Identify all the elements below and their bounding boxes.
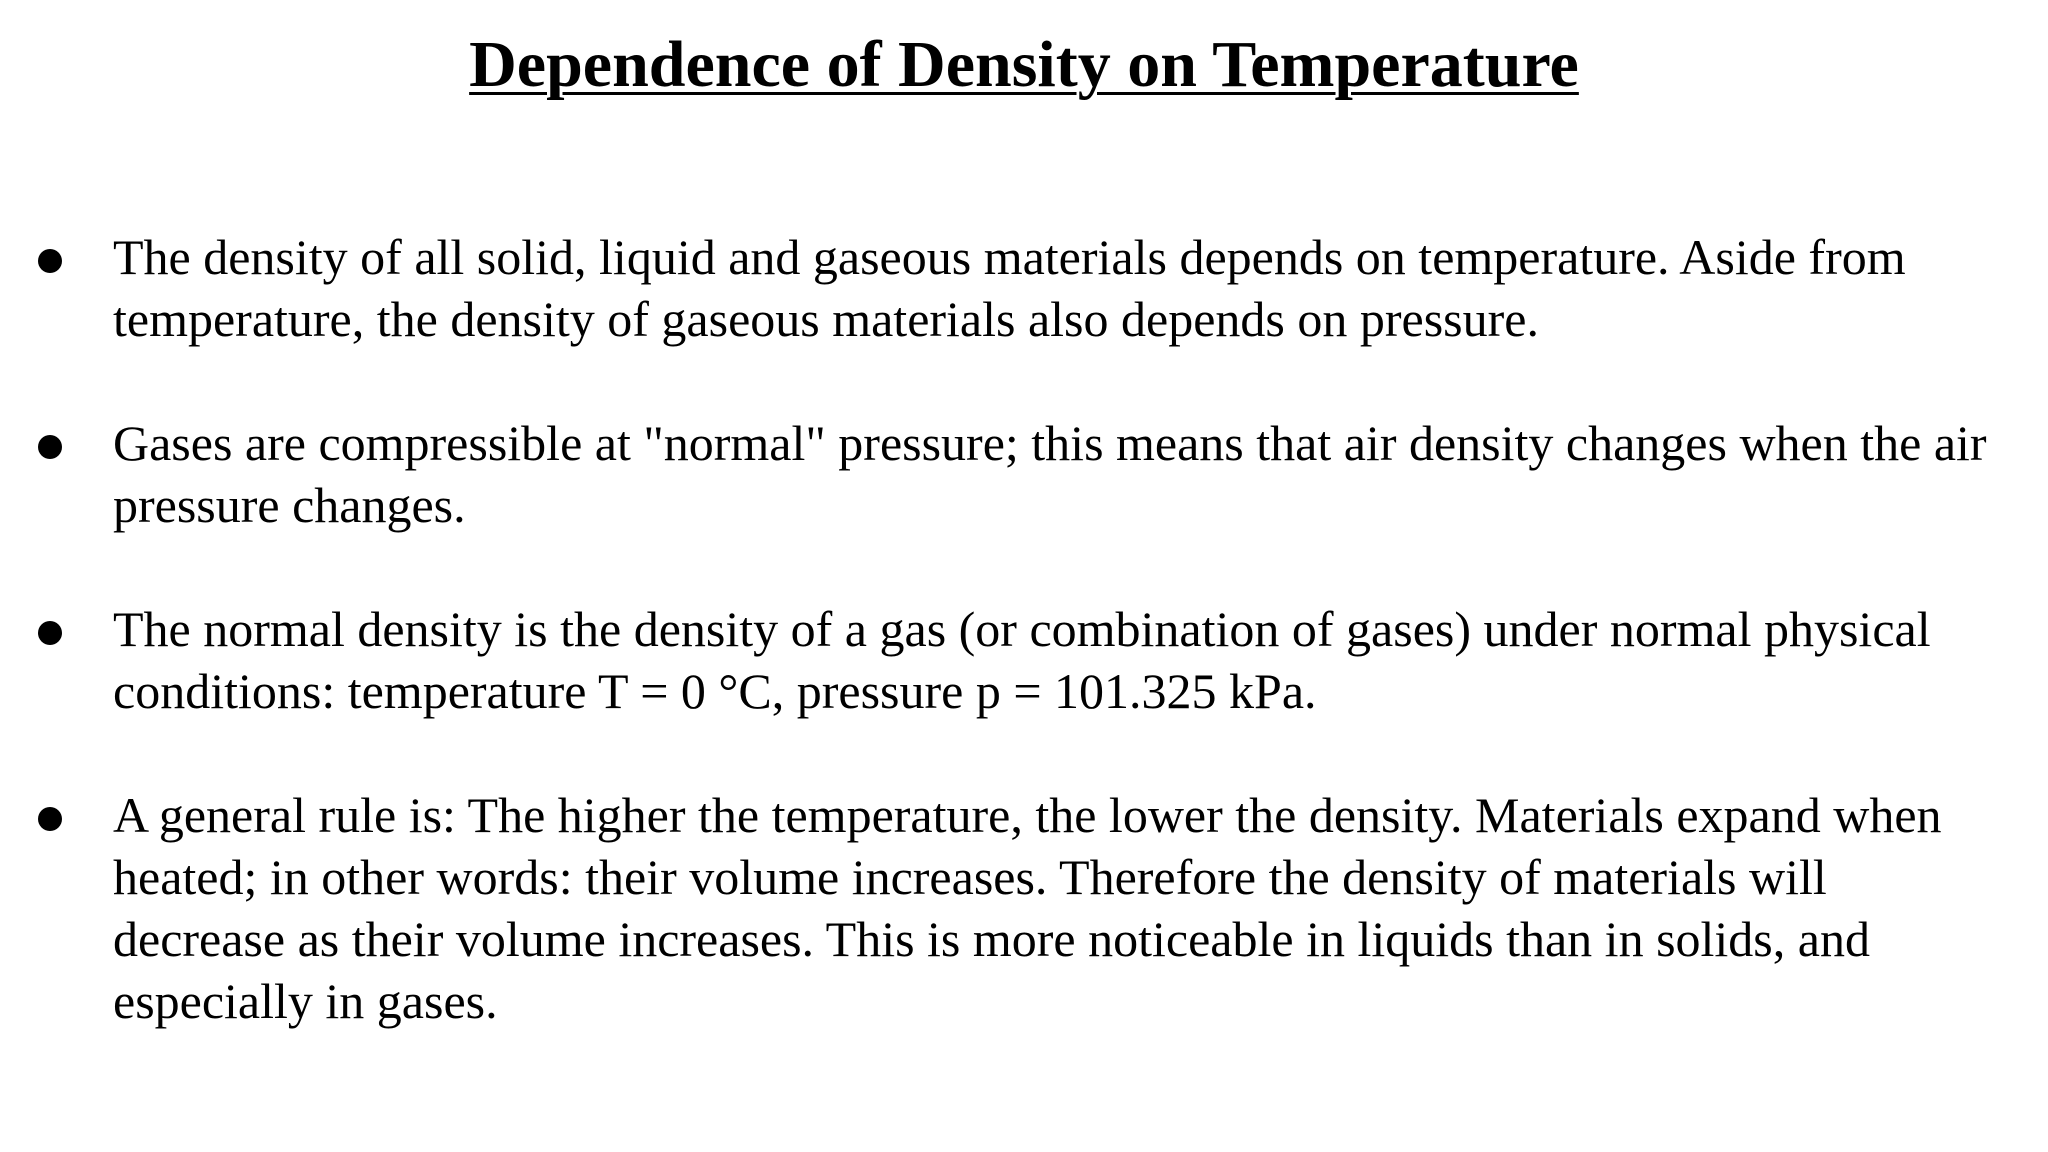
bullet-dot-icon: [38, 249, 62, 273]
bullet-text-4: A general rule is: The higher the temperature, the lower the density. Materials expand when heated; in other words: their volume increases. Therefore the density of materials will decrease as their volume increases. This is more noticeable in liquids than in solids, and especially in gases.: [113, 787, 1942, 1029]
bullet-dot-icon: [38, 807, 62, 831]
bullet-item-1: [0, 226, 2048, 350]
bullet-list: [0, 226, 2048, 1094]
bullet-dot-icon: [38, 621, 62, 645]
page-title-text: Dependence of Density on Temperature: [469, 28, 1579, 101]
bullet-dot-icon: [38, 435, 62, 459]
bullet-item-4: [0, 784, 2048, 1032]
bullet-text-3: The normal density is the density of a gas (or combination of gases) under normal physical conditions: temperature T = 0 °C, pressure p = 101.325 kPa.: [113, 601, 1931, 719]
bullet-text-1: The density of all solid, liquid and gaseous materials depends on temperature. Aside from temperature, the density of gaseous materials also depends on pressure.: [113, 229, 1906, 347]
bullet-item-3: [0, 598, 2048, 722]
bullet-item-2: [0, 412, 2048, 536]
bullet-text-2: Gases are compressible at "normal" pressure; this means that air density changes when the air pressure changes.: [113, 415, 1987, 533]
page-title: [0, 24, 2048, 106]
